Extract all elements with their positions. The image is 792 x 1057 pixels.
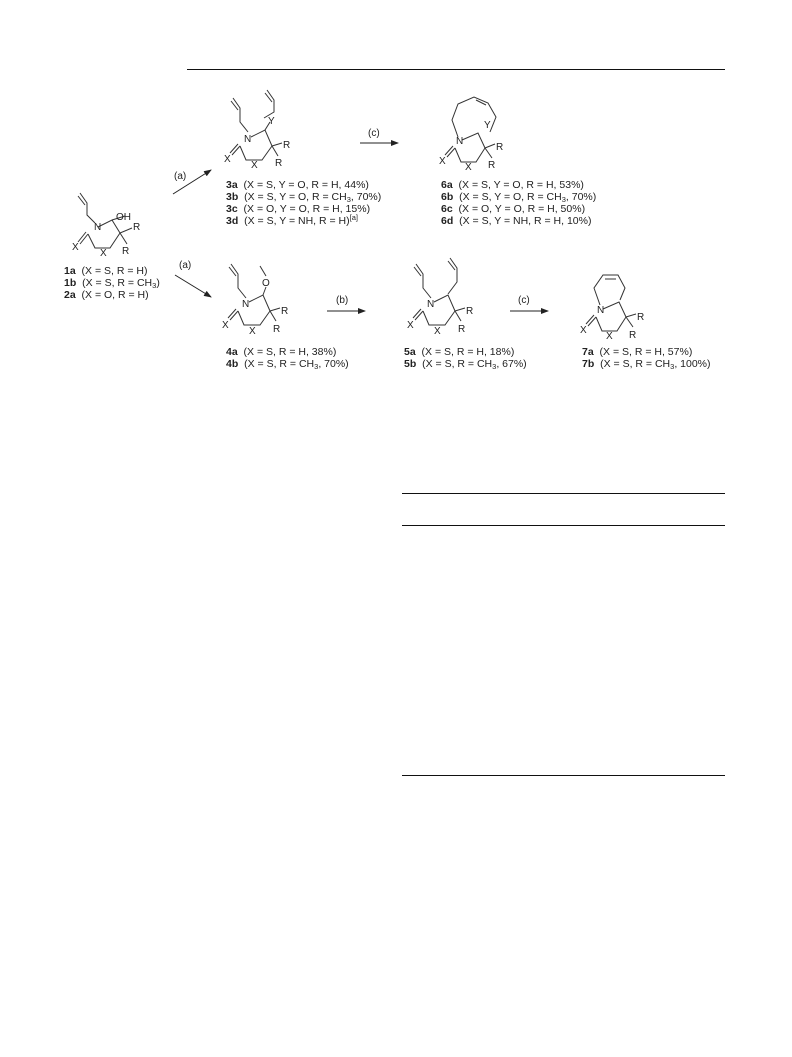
atom-oh: OH [116,212,131,223]
compound-label [404,358,527,370]
reagent-a-top: (a) [174,171,187,182]
atom-r: R [273,324,281,335]
compound-conditions-tail: , 67%) [496,358,527,370]
subscript: 3 [152,281,157,290]
compound-list-7 [582,346,711,370]
arrow-a-bottom [175,275,211,297]
atom-x: X [434,326,441,337]
subscript: 3 [346,195,351,204]
compound-conditions: (X = S, R = H, 18%) [421,346,515,358]
compound-id: 7b [582,358,595,370]
compound-conditions: (X = S, R = CH [600,358,671,370]
compound-label [404,346,527,358]
atom-x: X [100,248,107,259]
reagent-b: (b) [336,295,349,306]
atom-o: O [262,278,270,289]
compound-label [226,346,349,358]
atom-x: X [407,320,414,331]
compound-id: 3d [226,215,239,227]
atom-x: X [251,160,258,171]
compound-id: 6b [441,191,454,203]
atom-x: X [465,162,472,173]
compound-conditions: (X = S, R = H, 57%) [599,346,693,358]
compound-id: 3a [226,179,238,191]
compound-id: 6c [441,203,453,215]
atom-x: X [606,331,613,342]
compound-label [226,215,381,227]
compound-conditions-tail: , 70%) [318,358,349,370]
atom-r: R [466,306,474,317]
compound-conditions: (X = S, Y = O, R = CH [244,191,347,203]
compound-conditions: (X = S, R = H) [81,265,148,277]
atom-r: R [637,312,645,323]
compound-label [441,179,596,191]
compound-id: 6a [441,179,453,191]
atom-r: R [275,158,283,169]
atom-n: N [597,305,605,316]
subscript: 3 [670,362,675,371]
footnote-mark: [a] [349,213,358,222]
atom-x: X [249,326,256,337]
compound-conditions: (X = S, R = H, 38%) [243,346,337,358]
atom-r: R [281,306,289,317]
compound-list-6 [441,179,596,227]
atom-r: R [133,222,141,233]
compound-id: 1a [64,265,76,277]
atom-x: X [224,154,231,165]
compound-conditions-tail: , 70%) [350,191,382,203]
subscript: 3 [561,195,566,204]
atom-n: N [244,134,252,145]
compound-conditions: (X = S, Y = NH, R = H) [244,215,350,227]
structure-5 [407,258,473,337]
compound-conditions: (X = S, R = CH [422,358,493,370]
atom-n: N [427,299,435,310]
compound-label [441,191,596,203]
compound-id: 6d [441,215,454,227]
atom-r: R [488,160,496,171]
compound-id: 3b [226,191,239,203]
compound-conditions-tail: ) [156,277,160,289]
reagent-a-bottom: (a) [179,260,192,271]
structure-6 [439,97,503,173]
compound-list-3 [226,179,381,227]
reagent-c-bottom: (c) [518,295,530,306]
compound-id: 4a [226,346,238,358]
atom-r: R [283,140,291,151]
atom-n: N [456,136,464,147]
atom-x: X [439,156,446,167]
atom-x: X [580,325,587,336]
compound-label [64,265,160,277]
structure-start [72,193,140,259]
compound-conditions: (X = S, Y = NH, R = H, 10%) [459,215,592,227]
compound-label [226,179,381,191]
compound-conditions: (X = S, Y = O, R = H, 53%) [458,179,584,191]
compound-list-5 [404,346,527,370]
compound-id: 2a [64,289,76,301]
compound-label [582,346,711,358]
compound-list-4 [226,346,349,370]
compound-id: 3c [226,203,238,215]
compound-label [441,203,596,215]
compound-label [64,277,160,289]
atom-r: R [458,324,466,335]
structure-7 [580,275,644,342]
compound-label [226,358,349,370]
reagent-c-top: (c) [368,128,380,139]
atom-x: X [222,320,229,331]
subscript: 3 [492,362,497,371]
compound-conditions: (X = S, R = CH [82,277,153,289]
compound-id: 7a [582,346,594,358]
atom-r: R [496,142,504,153]
compound-conditions: (X = S, Y = O, R = H, 44%) [243,179,369,191]
compound-conditions-tail: , 100%) [674,358,711,370]
compound-id: 1b [64,277,77,289]
atom-r: R [122,246,130,257]
compound-id: 5b [404,358,417,370]
atom-r: R [629,330,637,341]
atom-x: X [72,242,79,253]
compound-id: 4b [226,358,239,370]
atom-y: Y [268,116,275,127]
compound-conditions-tail: , 70%) [565,191,597,203]
compound-label [441,215,596,227]
compound-conditions: (X = O, Y = O, R = H, 50%) [458,203,586,215]
structure-4 [222,264,288,337]
compound-label [64,289,160,301]
atom-n: N [94,222,102,233]
compound-conditions: (X = S, Y = O, R = CH [459,191,562,203]
compound-id: 5a [404,346,416,358]
compound-conditions: (X = S, R = CH [244,358,315,370]
subscript: 3 [314,362,319,371]
compound-conditions: (X = O, R = H) [81,289,149,301]
compound-list-start [64,265,160,301]
atom-n: N [242,299,250,310]
compound-label [582,358,711,370]
compound-conditions: (X = O, Y = O, R = H, 15%) [243,203,371,215]
structure-3 [224,90,290,171]
compound-label [226,191,381,203]
atom-y: Y [484,120,491,131]
